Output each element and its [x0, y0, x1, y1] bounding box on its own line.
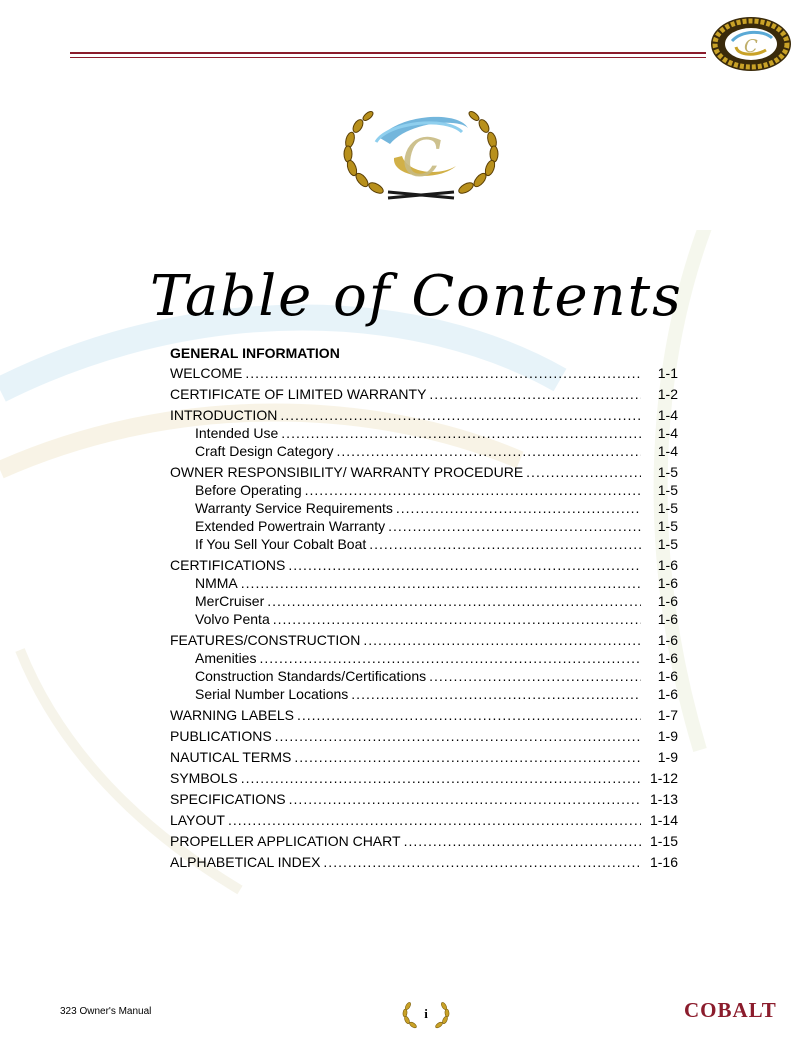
leader-dots [429, 385, 641, 403]
toc-entry-nmma[interactable] [170, 574, 678, 592]
leader-dots [369, 535, 641, 553]
toc-entry-page: 1-6 [657, 632, 678, 648]
toc-entry-page: 1-12 [649, 770, 678, 786]
toc-entry-mercruiser[interactable] [170, 592, 678, 610]
leader-dots [275, 727, 641, 745]
leader-dots [289, 790, 641, 808]
leader-dots [280, 406, 641, 424]
toc-entry-features-construction[interactable] [170, 631, 678, 649]
page-title: Table of Contents [150, 264, 683, 329]
leader-dots [267, 592, 641, 610]
toc-entry-label: Extended Powertrain Warranty [195, 518, 386, 534]
toc-entry-label: Serial Number Locations [195, 686, 349, 702]
toc-entry-specifications[interactable] [170, 790, 678, 808]
toc-entry-page: 1-5 [657, 500, 678, 516]
header-rule [70, 52, 706, 60]
toc-entry-label: Warranty Service Requirements [195, 500, 393, 516]
toc-entry-label: Volvo Penta [195, 611, 270, 627]
leader-dots [294, 748, 641, 766]
table-of-contents [170, 342, 678, 871]
toc-entry-before-operating[interactable] [170, 481, 678, 499]
toc-entry-layout[interactable] [170, 811, 678, 829]
toc-entry-page: 1-7 [657, 707, 678, 723]
leader-dots [241, 769, 641, 787]
toc-entry-serial-number-locations[interactable] [170, 685, 678, 703]
leader-dots [388, 517, 641, 535]
toc-entry-owner-responsibility[interactable] [170, 463, 678, 481]
cobalt-laurel-logo-icon [328, 96, 514, 204]
toc-entry-introduction[interactable] [170, 406, 678, 424]
section-heading: GENERAL INFORMATION [170, 345, 340, 361]
toc-entry-page: 1-14 [649, 812, 678, 828]
toc-entry-label: SPECIFICATIONS [170, 791, 286, 807]
leader-dots [363, 631, 641, 649]
toc-entry-warning-labels[interactable] [170, 706, 678, 724]
toc-entry-craft-design-category[interactable] [170, 442, 678, 460]
toc-entry-page: 1-6 [657, 686, 678, 702]
toc-entry-label: ALPHABETICAL INDEX [170, 854, 321, 870]
cobalt-laurel-logo-icon [708, 14, 794, 74]
toc-entry-alphabetical-index[interactable] [170, 853, 678, 871]
leader-dots [429, 667, 641, 685]
leader-dots [259, 649, 641, 667]
toc-entry-page: 1-6 [657, 650, 678, 666]
leader-dots [273, 610, 641, 628]
toc-entry-page: 1-6 [657, 557, 678, 573]
leader-dots [297, 706, 641, 724]
toc-entry-label: Construction Standards/Certifications [195, 668, 427, 684]
toc-entry-page: 1-9 [657, 728, 678, 744]
toc-entry-construction-standards[interactable] [170, 667, 678, 685]
leader-dots [281, 424, 641, 442]
toc-entry-warranty-service-requirements[interactable] [170, 499, 678, 517]
toc-entry-page: 1-5 [657, 536, 678, 552]
toc-entry-label: CERTIFICATE OF LIMITED WARRANTY [170, 386, 427, 402]
toc-entry-label: PROPELLER APPLICATION CHART [170, 833, 401, 849]
toc-entry-label: OWNER RESPONSIBILITY/ WARRANTY PROCEDURE [170, 464, 524, 480]
toc-entry-page: 1-5 [657, 482, 678, 498]
toc-entry-intended-use[interactable] [170, 424, 678, 442]
leader-dots [305, 481, 641, 499]
toc-entry-page: 1-13 [649, 791, 678, 807]
svg-text:C: C [744, 36, 758, 57]
toc-entry-if-you-sell-your-cobalt-boat[interactable] [170, 535, 678, 553]
brand-logo: COBALT [684, 998, 777, 1022]
toc-entry-certificate-of-limited-warranty[interactable] [170, 385, 678, 403]
toc-entry-publications[interactable] [170, 727, 678, 745]
toc-entry-page: 1-15 [649, 833, 678, 849]
toc-entry-certifications[interactable] [170, 556, 678, 574]
toc-entry-label: Before Operating [195, 482, 302, 498]
toc-entry-page: 1-4 [657, 443, 678, 459]
toc-entry-page: 1-9 [657, 749, 678, 765]
toc-entry-propeller-application-chart[interactable] [170, 832, 678, 850]
toc-entry-label: If You Sell Your Cobalt Boat [195, 536, 367, 552]
toc-entry-page: 1-1 [657, 365, 678, 381]
toc-entry-label: SYMBOLS [170, 770, 238, 786]
toc-entry-page: 1-6 [657, 575, 678, 591]
toc-entry-extended-powertrain-warranty[interactable] [170, 517, 678, 535]
toc-entry-page: 1-6 [657, 668, 678, 684]
leader-dots [245, 364, 641, 382]
toc-entry-label: LAYOUT [170, 812, 225, 828]
svg-text:C: C [402, 129, 442, 189]
toc-entry-label: CERTIFICATIONS [170, 557, 286, 573]
toc-entry-label: Amenities [195, 650, 257, 666]
toc-entry-label: Intended Use [195, 425, 279, 441]
toc-entry-page: 1-4 [657, 425, 678, 441]
toc-entry-page: 1-5 [657, 518, 678, 534]
toc-entry-page: 1-6 [657, 593, 678, 609]
leader-dots [526, 463, 641, 481]
toc-entry-welcome[interactable] [170, 364, 678, 382]
toc-entry-amenities[interactable] [170, 649, 678, 667]
toc-entry-label: INTRODUCTION [170, 407, 278, 423]
leader-dots [288, 556, 641, 574]
leader-dots [323, 853, 641, 871]
toc-entry-label: NMMA [195, 575, 238, 591]
toc-entry-label: NAUTICAL TERMS [170, 749, 292, 765]
toc-entry-page: 1-6 [657, 611, 678, 627]
leader-dots [404, 832, 641, 850]
toc-entry-page: 1-2 [657, 386, 678, 402]
toc-entry-symbols[interactable] [170, 769, 678, 787]
page-number: i [424, 1006, 428, 1021]
toc-entry-page: 1-4 [657, 407, 678, 423]
toc-entry-page: 1-5 [657, 464, 678, 480]
leader-dots [351, 685, 641, 703]
toc-entry-label: WARNING LABELS [170, 707, 294, 723]
toc-entry-label: WELCOME [170, 365, 243, 381]
toc-entry-label: FEATURES/CONSTRUCTION [170, 632, 361, 648]
leader-dots [337, 442, 641, 460]
leader-dots [396, 499, 641, 517]
toc-entry-page: 1-16 [649, 854, 678, 870]
leader-dots [241, 574, 641, 592]
toc-entry-nautical-terms[interactable] [170, 748, 678, 766]
toc-entry-volvo-penta[interactable] [170, 610, 678, 628]
footer-manual-name: 323 Owner's Manual [60, 1006, 152, 1017]
toc-entry-label: MerCruiser [195, 593, 265, 609]
toc-entry-label: PUBLICATIONS [170, 728, 272, 744]
leader-dots [228, 811, 641, 829]
toc-entry-label: Craft Design Category [195, 443, 334, 459]
